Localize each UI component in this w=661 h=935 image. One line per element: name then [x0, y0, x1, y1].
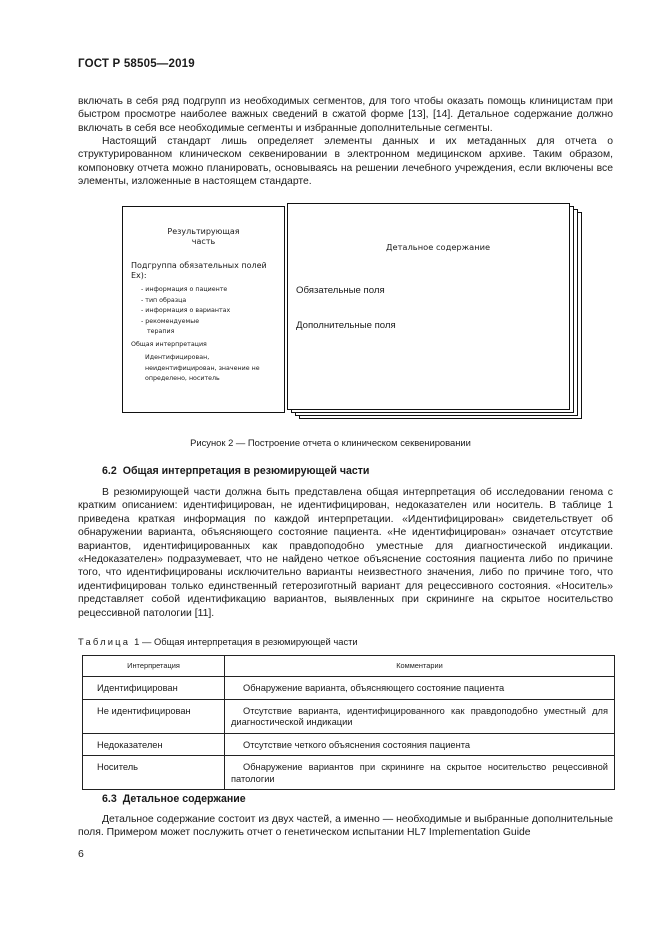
interpretation-cell: Не идентифицирован	[83, 699, 225, 733]
section-6-2-paragraph: В резюмирующей части должна быть представлена общая интерпретация об исследовании генома с кратким описанием: идентифицирован, не идентифицирован, недоказателен или носитель. В таблице 1 приведена краткая информация по каждой интерпретации. «Идентифицирован» свидетельствует об обнаружении варианта, объясняющего состояние пациента. «Не идентифицирован» означает отсутствие вариантов, идентифицированных как правдоподобно уместные для диагностической индикации. «Недоказателен» подразумевает, что не найдено четкое объяснение состояния пациента либо по причине того, что идентифицированы исключительно варианты неизвестного значения, либо по причине того, что идентифицирован только единственный гетерозиготный вариант для рецессивного состояния. «Носитель» представляет собой идентификацию вариантов, выявленных при скрининге на скрытое носительство рецессивной патологии [11].	[78, 487, 613, 619]
intro-paragraph-1: включать в себя ряд подгрупп из необходимых сегментов, для того чтобы оказать помощь клиницистам при быстром просмотре наиболее важных сведений в сжатой форме [13], [14]. Детальное содержание должно включать в себя все необходимые сегменты и избранные дополнительные сегменты.	[78, 96, 613, 134]
subgroup-items	[141, 285, 230, 338]
section-heading-6-3: 6.3 Детальное содержание	[102, 793, 246, 805]
table-row	[83, 733, 615, 756]
summary-part-title: Результирующая часть	[167, 227, 240, 246]
overall-interpretation-label: Общая интерпретация	[131, 341, 207, 348]
subgroup-item: - информация о пациенте	[141, 286, 228, 293]
table-caption: Таблица 1 — Общая интерпретация в резюмирующей части	[78, 636, 358, 647]
page-number: 6	[78, 848, 84, 860]
table-header-cell: Интерпретация	[83, 656, 225, 677]
subgroup-item-continuation: терапия	[147, 328, 175, 336]
comment-cell: Отсутствие варианта, идентифицированного как правдоподобно уместный для диагностической индикации	[225, 699, 615, 733]
section-heading-6-2: 6.2 Общая интерпретация в резюмирующей части	[102, 465, 370, 477]
table-header-cell: Комментарии	[225, 656, 615, 677]
comment-cell: Отсутствие четкого объяснения состояния пациента	[225, 733, 615, 756]
interpretation-cell: Недоказателен	[83, 733, 225, 756]
table-row	[83, 699, 615, 733]
interpretation-cell: Носитель	[83, 756, 225, 790]
table-row	[83, 756, 615, 790]
optional-fields-label: Дополнительные поля	[296, 320, 396, 331]
detailed-content-box	[287, 203, 570, 410]
subgroup-item: - тип образца	[141, 296, 187, 304]
required-fields-label: Обязательные поля	[296, 285, 385, 296]
document-header: ГОСТ Р 58505—2019	[78, 58, 195, 70]
overall-interpretation-values: Идентифицирован, неидентифицирован, значение не определено, носитель	[145, 354, 260, 383]
interpretation-cell: Идентифицирован	[83, 677, 225, 700]
subgroup-item: - информация о вариантах	[141, 307, 231, 315]
detailed-content-title: Детальное содержание	[386, 242, 491, 252]
comment-cell: Обнаружение варианта, объясняющего состояние пациента	[225, 677, 615, 700]
comment-cell: Обнаружение вариантов при скрининге на скрытое носительство рецессивной патологии	[225, 756, 615, 790]
required-subgroup-title: Подгруппа обязательных полей Ex):	[131, 261, 267, 280]
subgroup-item: - рекомендуемые	[141, 317, 200, 325]
table-header-row	[83, 656, 615, 677]
summary-part-box	[122, 206, 285, 413]
section-6-3-paragraph: Детальное содержание состоит из двух частей, а именно — необходимые и выбранные дополнительные поля. Примером может послужить отчет о генетическом испытании HL7 Implementation Guide	[78, 814, 613, 839]
figure-caption: Рисунок 2 — Построение отчета о клиническом секвенировании	[190, 437, 471, 448]
interpretation-table	[82, 655, 615, 790]
intro-paragraph-2: Настоящий стандарт лишь определяет элементы данных и их метаданных для отчета о структурированном клиническом секвенировании в электронном медицинском архиве. Таким образом, компоновку отчета можно планировать, основываясь на решении лечебного учреждения, если включены все элементы, изложенные в настоящем стандарте.	[78, 136, 613, 188]
table-row	[83, 677, 615, 700]
